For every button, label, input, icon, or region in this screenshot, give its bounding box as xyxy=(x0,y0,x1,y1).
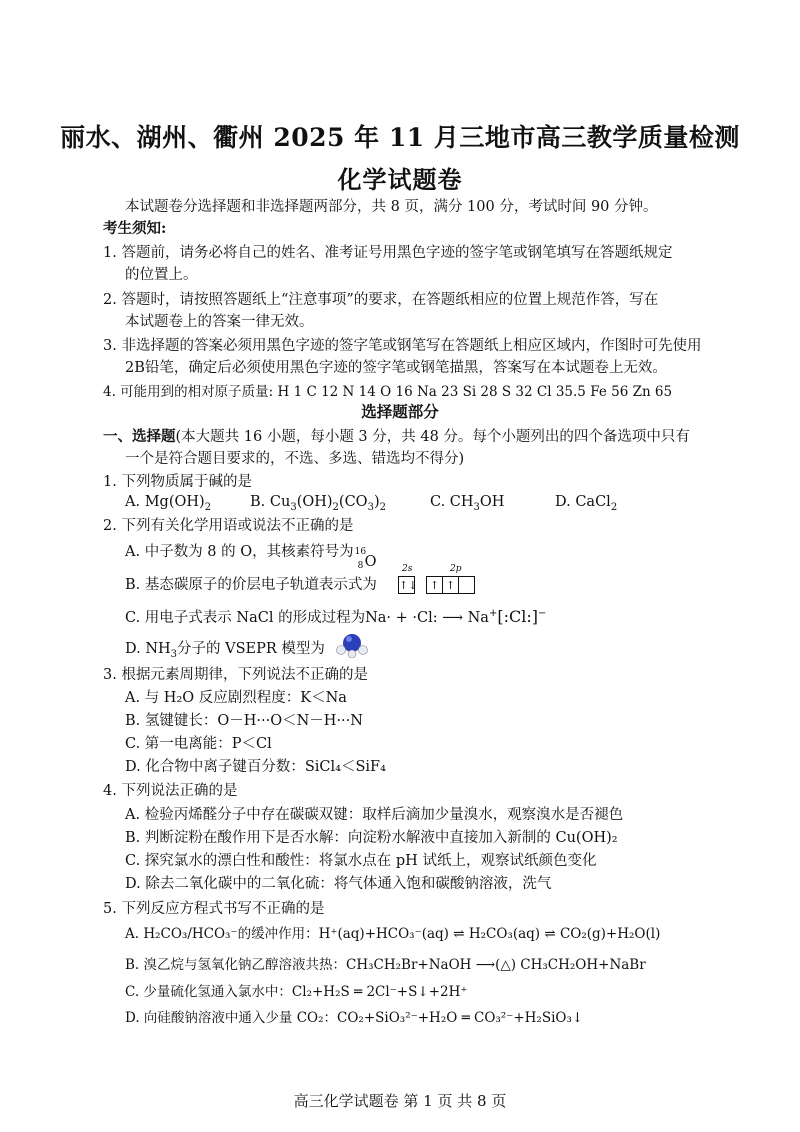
q3-option-d: D. 化合物中离子键百分数：SiCl₄＜SiF₄ xyxy=(125,759,386,775)
section-desc xyxy=(103,427,690,447)
intro-text: 本试题卷分选择题和非选择题两部分，共 8 页，满分 100 分，考试时间 90 分钟。 xyxy=(125,199,658,215)
q3-option-b: B. 氢键键长：O－H···O＜N－H···N xyxy=(125,713,363,729)
orbital-label-2s: 2s xyxy=(402,564,413,574)
nacl-formation-rhs: [:Cl:] xyxy=(497,607,538,626)
notice-item-2: 2. 答题时，请按照答题纸上“注意事项”的要求，在答题纸相应的位置上规范作答，写在 xyxy=(103,292,659,308)
orbital-box-2p-1: ↑ xyxy=(426,576,443,594)
orbital-box-2s: ↑↓ xyxy=(398,576,415,594)
orbital-box-2p-2: ↑ xyxy=(442,576,459,594)
q2-option-d: D. $NH_3$分子的 VSEPR 模型为 xyxy=(125,641,325,660)
nacl-formation-lhs: Na· + ·Cl: ⟶ Na xyxy=(365,610,489,626)
q2-element-symbol: O xyxy=(364,554,377,570)
section-desc-bold: 一、选择题 xyxy=(103,428,176,445)
nh3-vsepr-model-icon xyxy=(335,630,369,658)
q1-option-b: B. $Cu_3(OH)_2(CO_3)_2$ xyxy=(250,494,386,513)
q4-option-c: C. 探究氯水的漂白性和酸性：将氯水点在 pH 试纸上，观察试纸颜色变化 xyxy=(125,853,597,869)
exam-subtitle: 化学试题卷 xyxy=(337,165,463,194)
q3-option-c: C. 第一电离能：P＜Cl xyxy=(125,736,272,752)
notice-heading: 考生须知: xyxy=(103,220,167,237)
notice-item-1-cont: 的位置上。 xyxy=(125,267,198,283)
q3-option-a: A. 与 H₂O 反应剧烈程度：K＜Na xyxy=(125,690,347,706)
q1-stem: 1. 下列物质属于碱的是 xyxy=(103,474,252,490)
notice-item-2-cont: 本试题卷上的答案一律无效。 xyxy=(125,314,314,330)
q2-option-b: B. 基态碳原子的价层电子轨道表示式为 xyxy=(125,577,377,593)
orbital-box-2p-3 xyxy=(458,576,475,594)
section-title: 选择题部分 xyxy=(361,402,439,421)
q5-option-a: A. H₂CO₃/HCO₃⁻的缓冲作用：H⁺(aq)+HCO₃⁻(aq) ⇌ H₂CO₃(aq) ⇌ CO₂(g)+H₂O(l) xyxy=(125,926,661,942)
q1-option-c: C. $CH_3OH$ xyxy=(430,494,505,513)
q2-option-a: A. 中子数为 8 的 O，其核素符号为 16 8 O xyxy=(125,544,377,571)
notice-item-4: 4. 可能用到的相对原子质量: H 1 C 12 N 14 O 16 Na 23 Si 28 S 32 Cl 35.5 Fe 56 Zn 65 xyxy=(103,384,673,400)
section-desc-rest: (本大题共 16 小题，每小题 3 分，共 48 分。每个小题列出的四个备选项中只有 xyxy=(175,429,690,445)
notice-item-3-cont: 2B铅笔，确定后必须使用黑色字迹的签字笔或钢笔描黑，答案写在本试题卷上无效。 xyxy=(125,360,667,376)
q4-option-a: A. 检验丙烯醛分子中存在碳碳双键：取样后滴加少量溴水，观察溴水是否褪色 xyxy=(125,807,624,823)
q5-option-d: D. 向硅酸钠溶液中通入少量 CO₂：CO₂+SiO₃²⁻+H₂O ═ CO₃²⁻+H₂SiO₃↓ xyxy=(125,1010,584,1026)
q4-option-b: B. 判断淀粉在酸作用下是否水解：向淀粉水解液中直接加入新制的 Cu(OH)₂ xyxy=(125,830,618,846)
q5-option-b: B. 溴乙烷与氢氧化钠乙醇溶液共热：CH₃CH₂Br+NaOH ⟶(△) CH₃CH₂OH+NaBr xyxy=(125,957,646,973)
q1-option-a: A. $Mg(OH)_2$ xyxy=(125,494,212,513)
q2-stem: 2. 下列有关化学用语或说法不正确的是 xyxy=(103,518,354,534)
q2-option-c: C. 用电子式表示 NaCl 的形成过程为Na· + ·Cl: ⟶ Na+[:Cl:]− xyxy=(125,607,547,626)
q2-mass-number: 16 xyxy=(354,547,367,557)
q2-atomic-number: 8 xyxy=(357,561,364,571)
orbital-label-2p: 2p xyxy=(450,564,462,574)
q5-option-c: C. 少量硫化氢通入氯水中：Cl₂+H₂S ═ 2Cl⁻+S↓+2H⁺ xyxy=(125,984,468,1000)
notice-item-3: 3. 非选择题的答案必须用黑色字迹的签字笔或钢笔写在答题纸上相应区域内，作图时可先使用 xyxy=(103,338,702,354)
q1-option-d: D. CaCl$_2$ xyxy=(555,494,618,513)
section-desc-cont: 一个是符合题目要求的，不选、多选、错选均不得分) xyxy=(125,451,465,467)
page-footer: 高三化学试题卷 第 1 页 共 8 页 xyxy=(293,1092,507,1110)
q3-stem: 3. 根据元素周期律，下列说法不正确的是 xyxy=(103,667,368,683)
exam-title: 丽水、湖州、衢州 2025 年 11 月三地市高三教学质量检测 xyxy=(60,123,740,152)
notice-item-1: 1. 答题前，请务必将自己的姓名、准考证号用黑色字迹的签字笔或钢笔填写在答题纸规定 xyxy=(103,245,673,261)
q4-option-d: D. 除去二氧化碳中的二氧化硫：将气体通入饱和碳酸钠溶液，洗气 xyxy=(125,876,552,892)
q4-stem: 4. 下列说法正确的是 xyxy=(103,783,238,799)
q5-stem: 5. 下列反应方程式书写不正确的是 xyxy=(103,901,325,917)
